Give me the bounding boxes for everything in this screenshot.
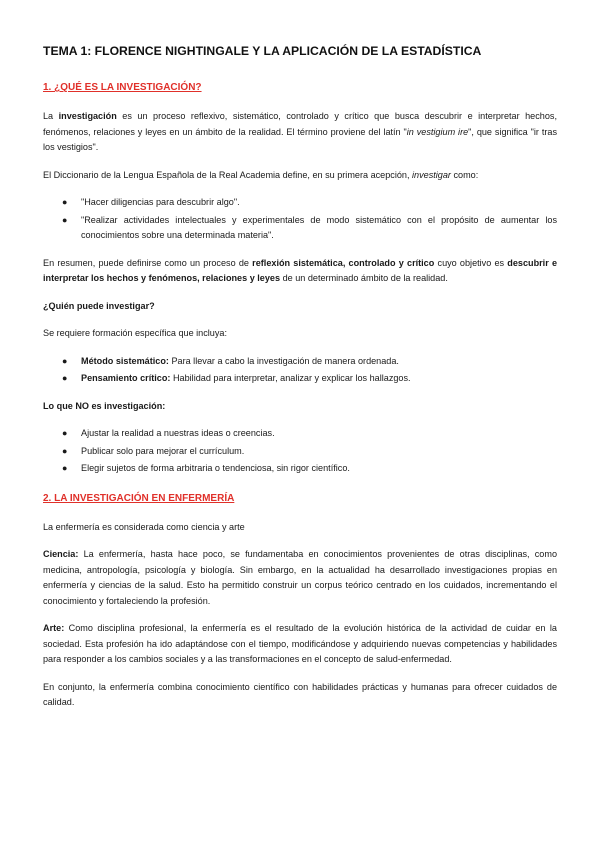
- bullet-icon: ●: [62, 445, 68, 456]
- page-title: TEMA 1: FLORENCE NIGHTINGALE Y LA APLICACIÓN DE LA ESTADÍSTICA: [43, 44, 482, 58]
- not-research-list: [43, 426, 557, 477]
- paragraph-intro-nursing: La enfermería es considerada como ciencia y arte: [43, 521, 245, 532]
- question-not-research: Lo que NO es investigación:: [43, 400, 166, 411]
- bullet-icon: ●: [62, 373, 68, 383]
- paragraph-summary: En resumen, puede definirse como un proceso de reflexión sistemática, controlado y crítico cuyo objetivo es descubrir e interpretar los hechos y fenómenos, relaciones y leyes de un determinado ámbito de la realidad.: [43, 257, 558, 283]
- list-item: ● Publicar solo para mejorar el currículum.: [43, 444, 557, 460]
- list-item: ● "Hacer diligencias para descubrir algo".: [43, 195, 557, 211]
- paragraph-science: Ciencia: La enfermería, hasta hace poco, se fundamentaba en conocimientos provenientes de otras disciplinas, como medicina, antropología, psicología y biología. Sin embargo, en la actualidad ha desarrollado investigaciones propias en enfermería y ciencias de la salud. Esto ha permitido construir un corpus teórico centrado en los cuidados, incrementando el conocimiento y fortaleciendo la profesión.: [43, 549, 557, 606]
- section-1-heading: 1. ¿QUÉ ES LA INVESTIGACIÓN?: [43, 82, 202, 93]
- paragraph-rae: El Diccionario de la Lengua Española de la Real Academia define, en su primera acepción, investigar como:: [43, 169, 479, 180]
- paragraph-requirements: Se requiere formación específica que incluya:: [43, 328, 227, 338]
- list-item: ● Pensamiento crítico: Habilidad para interpretar, analizar y explicar los hallazgos.: [43, 371, 557, 387]
- list-item: ● Ajustar la realidad a nuestras ideas o creencias.: [43, 426, 557, 442]
- requirements-list: [43, 354, 557, 387]
- paragraph-conclusion: En conjunto, la enfermería combina conocimiento científico con habilidades prácticas y humanas para ofrecer cuidados de calidad.: [43, 681, 557, 707]
- question-who: ¿Quién puede investigar?: [43, 300, 155, 311]
- paragraph-art: Arte: Como disciplina profesional, la enfermería es el resultado de la evolución histórica de la actividad de cuidar en la sociedad. Esta profesión ha ido adaptándose con el tiempo, modificándose y adquiriendo nuevas competencias y habilidades para responder a los cambios sociales y a las transformaciones en el concepto de salud-enfermedad.: [43, 623, 557, 664]
- section-2-heading: 2. LA INVESTIGACIÓN EN ENFERMERÍA: [43, 492, 235, 504]
- list-item: ● "Realizar actividades intelectuales y experimentales de modo sistemático con el propósito de aumentar los conocimientos sobre una determinada materia".: [62, 214, 557, 240]
- document-body: [43, 44, 557, 723]
- bullet-icon: ●: [62, 197, 68, 207]
- bullet-icon: ●: [62, 428, 68, 438]
- paragraph-definition: La investigación es un proceso reflexivo, sistemático, controlado y crítico que busca descubrir e interpretar hechos, fenómenos, relaciones y leyes en un ámbito de la realidad. El término proviene del latín "in vestigium ire", que significa "ir tras los vestigios".: [43, 111, 557, 152]
- definitions-list: [43, 195, 557, 244]
- list-item: ● Método sistemático: Para llevar a cabo la investigación de manera ordenada.: [43, 354, 557, 370]
- bullet-icon: ●: [62, 214, 68, 225]
- list-item: ● Elegir sujetos de forma arbitraria o tendenciosa, sin rigor científico.: [43, 461, 557, 477]
- bullet-icon: ●: [62, 355, 68, 366]
- bullet-icon: ●: [62, 463, 68, 473]
